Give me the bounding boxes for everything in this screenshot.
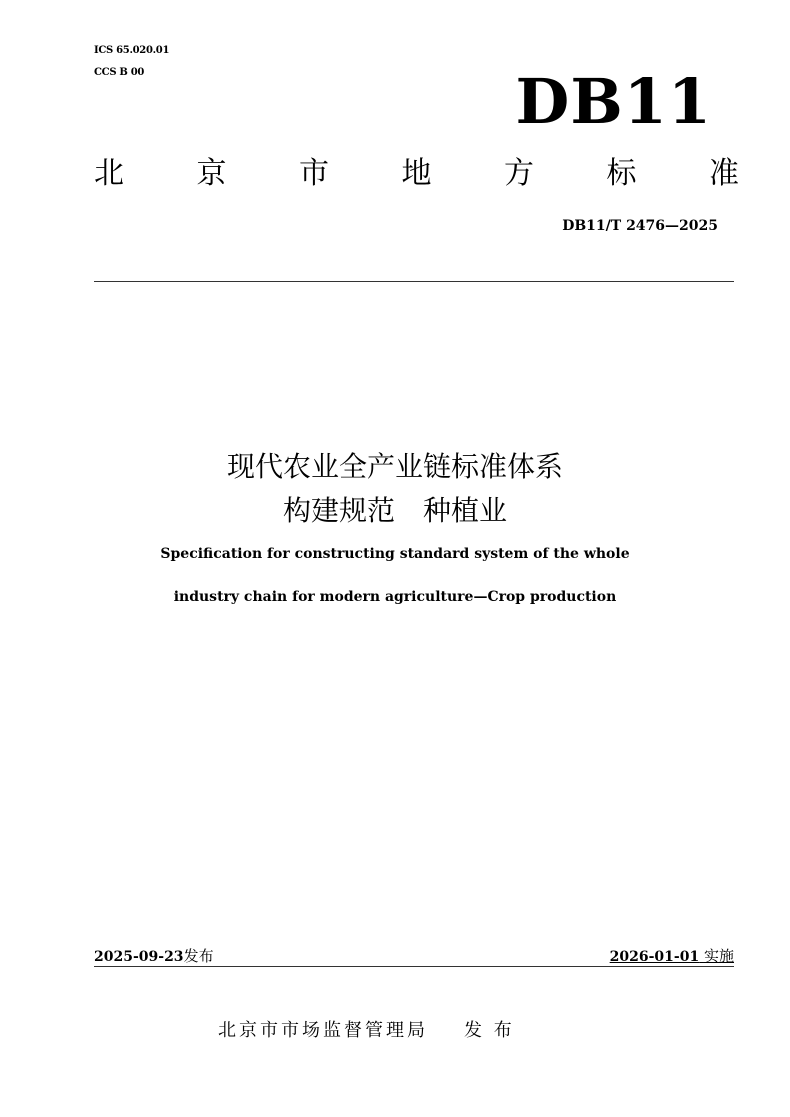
implement-date: 2026-01-01 <box>609 949 700 965</box>
standard-number: DB11/T 2476—2025 <box>562 218 718 234</box>
standard-category <box>94 152 739 196</box>
standard-logo: DB11 <box>515 65 712 138</box>
title-zh-line1: 现代农业全产业链标准体系 <box>226 450 563 483</box>
category-char: 标 <box>606 156 637 191</box>
title-zh-line2: 构建规范 种植业 <box>282 494 507 527</box>
publish-label: 发布 <box>183 947 214 965</box>
category-char: 地 <box>401 156 432 191</box>
category-char: 准 <box>709 156 739 191</box>
implement-label: 实施 <box>703 947 734 965</box>
category-char: 京 <box>196 156 227 191</box>
ccs-code: CCS B 00 <box>94 67 145 78</box>
title-en-line2: industry chain for modern agriculture—Crop production <box>173 589 617 605</box>
issuer-line <box>218 1017 515 1045</box>
issuer-name: 北京市市场监督管理局 <box>218 1020 428 1041</box>
footer-divider <box>94 966 734 967</box>
header-divider <box>94 281 734 282</box>
title-en-line1: Specification for constructing standard system of the whole <box>160 546 630 562</box>
ics-code: ICS 65.020.01 <box>94 45 170 56</box>
classification-codes <box>94 40 169 84</box>
category-char: 北 <box>94 156 124 191</box>
category-char: 方 <box>504 156 534 191</box>
issuer-action: 发 布 <box>464 1020 515 1041</box>
publish-date: 2025-09-23 <box>94 949 184 965</box>
category-char: 市 <box>299 156 329 191</box>
